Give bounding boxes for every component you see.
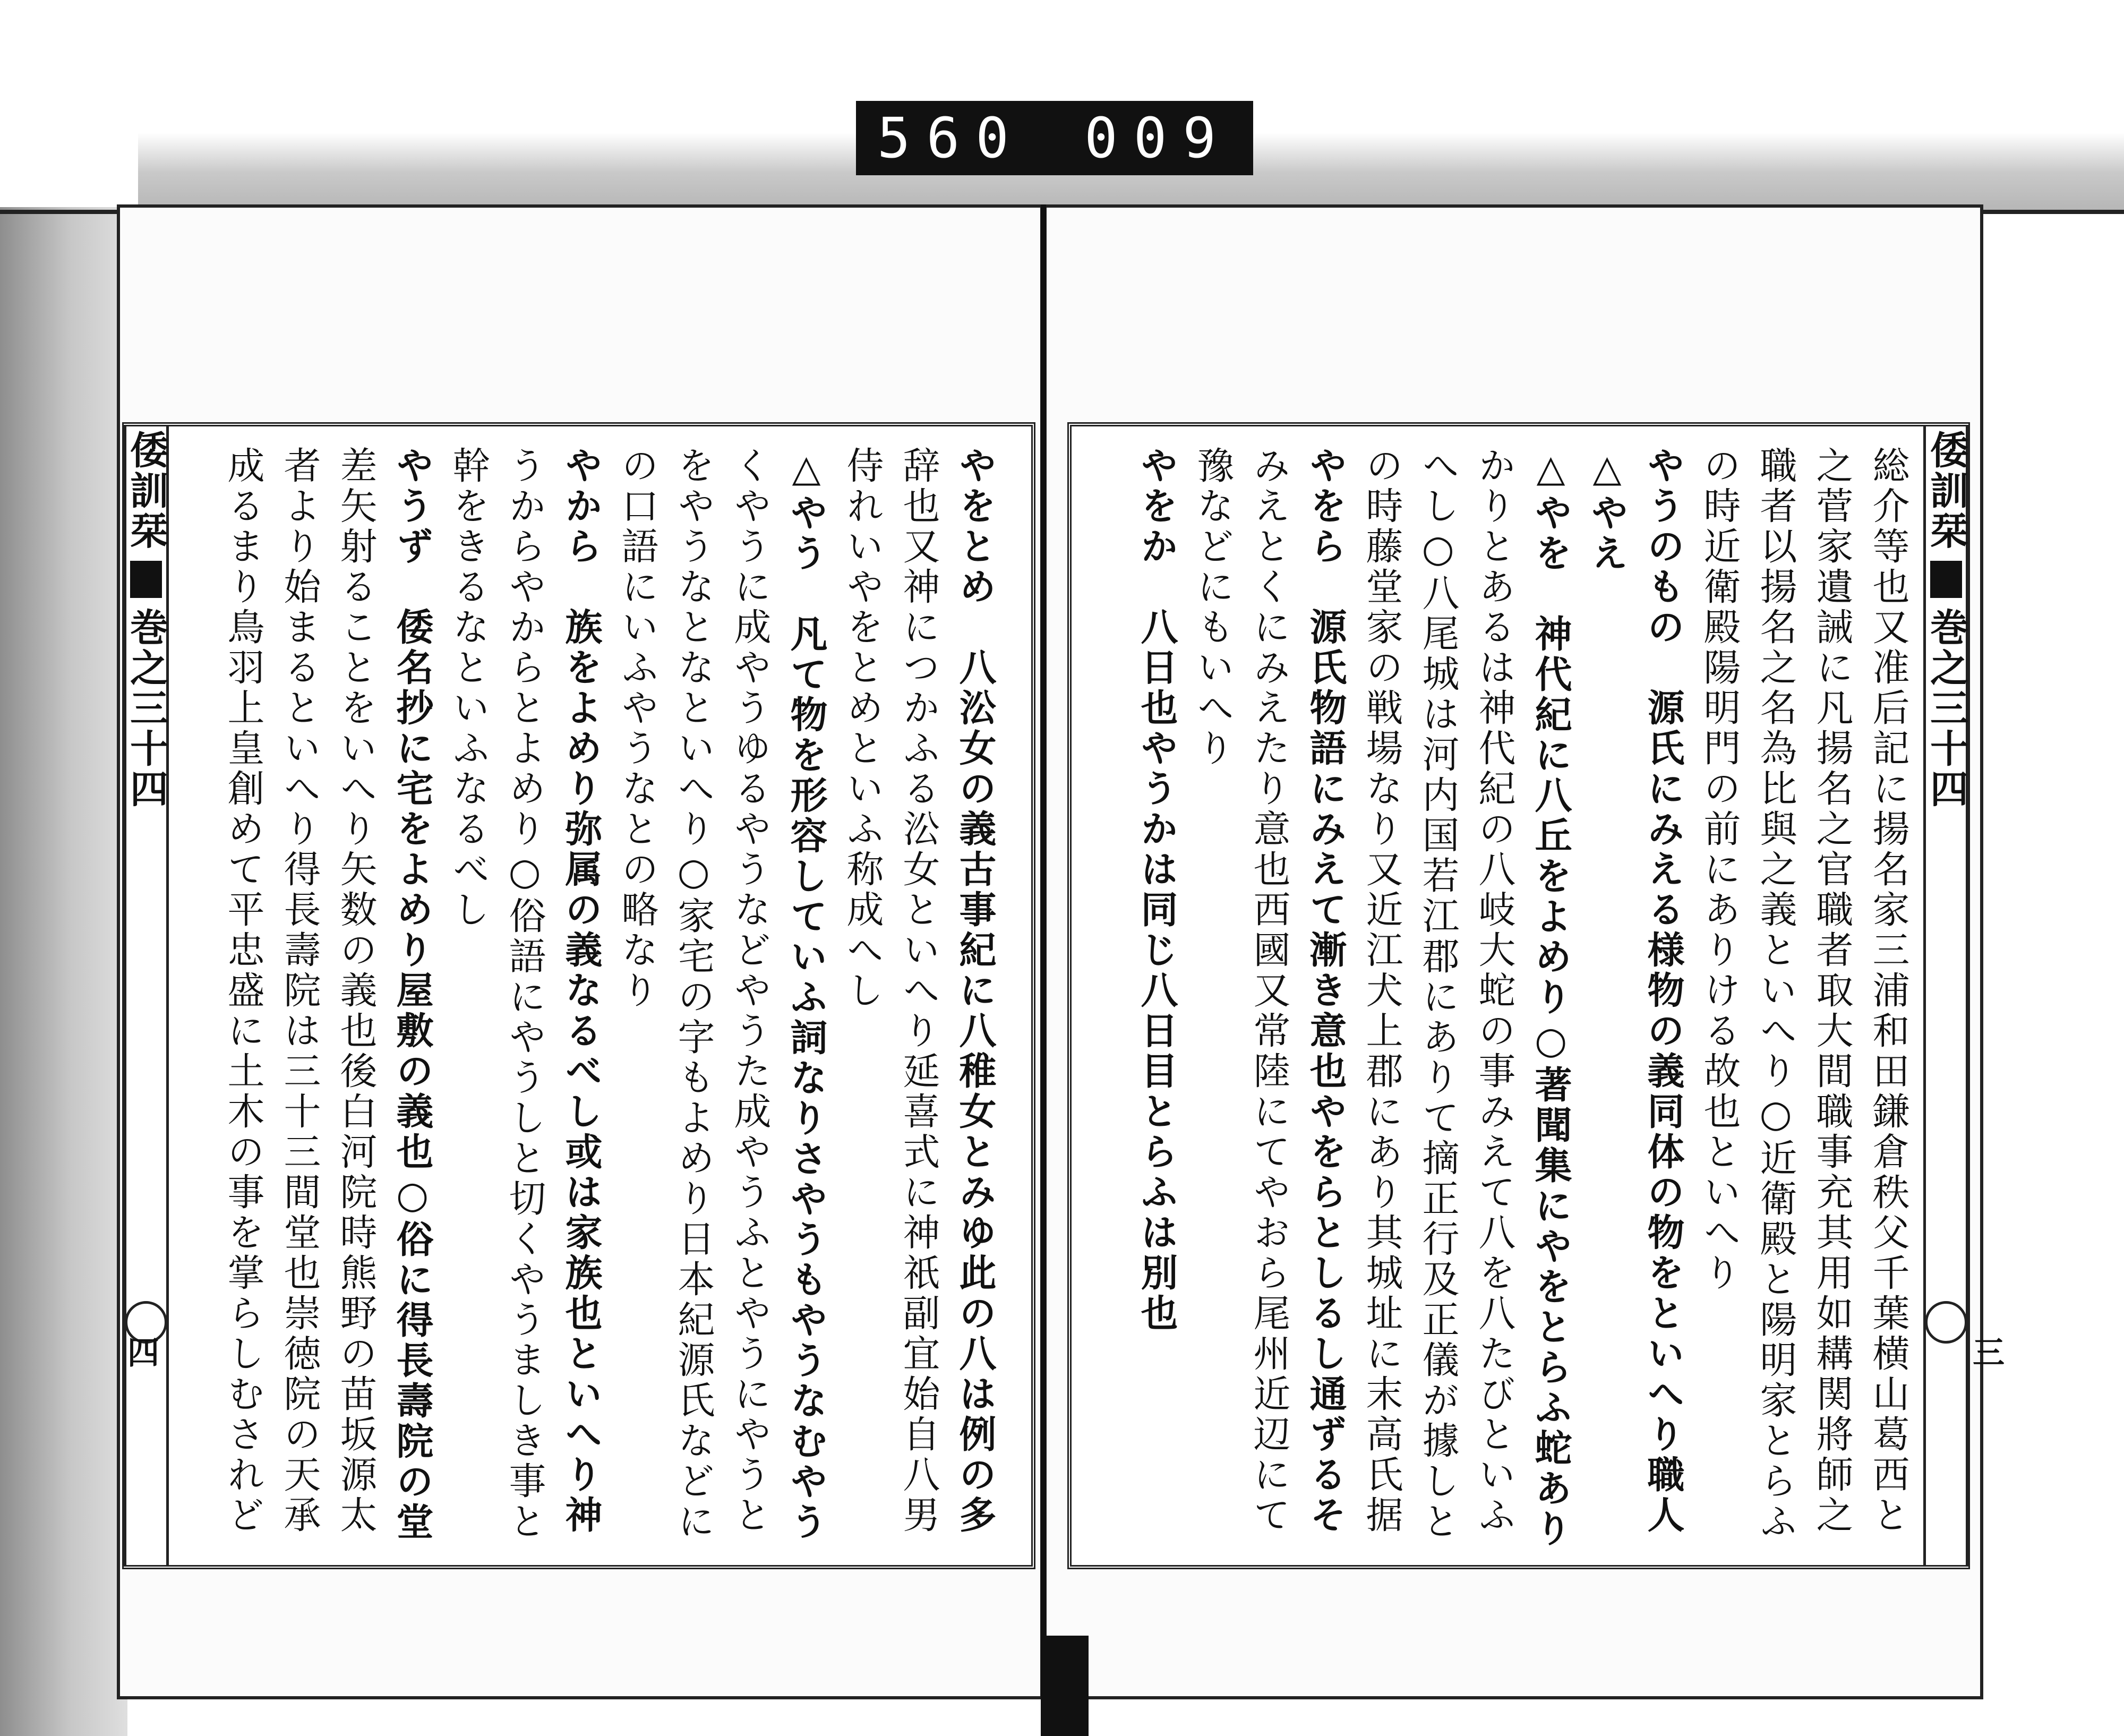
text-column: 幹をきるなといふなるべし: [447, 446, 490, 930]
text-column: の口語にいふやうなとの略なり: [615, 446, 659, 1011]
right-folio: 三: [1973, 1335, 2005, 1372]
left-spine-separator: [130, 561, 162, 598]
catalog-label: [856, 101, 1253, 175]
left-spine-title: 倭訓栞: [124, 430, 169, 551]
right-spine-separator: [1930, 561, 1962, 598]
book-gutter: [1041, 204, 1046, 1734]
text-column: 総介等也又准后記に揚名家三浦和田鎌倉秩父千葉横山葛西と: [1866, 446, 1910, 1536]
left-folio: 四: [127, 1335, 159, 1372]
right-spine-strip: [1923, 425, 1969, 1567]
text-column: の時近衛殿陽明門の前にありける故也といへり: [1698, 446, 1741, 1294]
text-column: △やを 神代紀に八丘をよめり○著聞集にやをとらふ蛇あり: [1529, 446, 1573, 1550]
text-column: 成るまり鳥羽上皇創めて平忠盛に土木の事を掌らしむされど: [221, 446, 265, 1536]
text-column: をやうなとなといへり○家宅の字もよめり日本紀源氏などに: [672, 446, 715, 1542]
text-column: やうのもの 源氏にみえる様物の義同体の物をといへり職人: [1641, 446, 1685, 1536]
text-column: 者より始まるといへり得長壽院は三十三間堂也崇徳院の天承: [278, 446, 321, 1536]
text-column: 職者以揚名之名為比與之義といへり○近衛殿と陽明家とらふ: [1754, 446, 1797, 1542]
text-column: くやうに成やうゆるやうなどやうた成やうふとやうにやうと: [728, 446, 772, 1536]
text-column: かりとあるは神代紀の八岐大蛇の事みえて八を八たびといふ: [1472, 446, 1516, 1536]
text-column: やをら 源氏物語にみえて漸き意也やをらとしるし通ずるそ: [1304, 446, 1348, 1536]
text-column: へし○八尾城は河内国若江郡にありて摘正行及正儀が據しと: [1416, 446, 1460, 1542]
right-spine-circle-mark: [1925, 1301, 1967, 1344]
text-column: やをとめ 八㳂女の義古事紀に八稚女とみゆ此の八は例の多: [953, 446, 997, 1536]
text-column: やから 族をよめり弥属の義なるべし或は家族也といへり神: [559, 446, 603, 1536]
text-column: やうず 倭名抄に宅をよめり屋敷の義也○俗に得長壽院の堂: [390, 446, 434, 1543]
text-column: 辞也又神につかふる㳂女といへり延喜式に神祇副宜始自八男: [897, 446, 940, 1536]
text-column: やをか 八日也やうかは同じ八日目とらふは別也: [1135, 446, 1179, 1334]
right-spine-volume: 巻之三十四: [1924, 608, 1969, 809]
text-column: △やう 凡て物を形容していふ詞なりさやうもやうなむやう: [784, 446, 828, 1543]
text-column: 之菅家遺誡に凡揚名之官職者取大間職事充其用如耩関將師之: [1810, 446, 1854, 1536]
text-column: 豫などにもいへり: [1191, 446, 1235, 769]
text-column: △やえ: [1585, 446, 1629, 574]
left-spine-volume: 巻之三十四: [124, 608, 169, 809]
scan-left-shadow: [0, 207, 127, 1736]
right-page-text: [1078, 446, 1917, 1551]
book-gutter-foot: [1041, 1636, 1089, 1736]
left-page-text: [175, 446, 1004, 1551]
catalog-number-left: 560: [877, 106, 1025, 170]
right-spine-title: 倭訓栞: [1924, 430, 1969, 551]
text-column: うからやからとよめり○俗語にやうしと切くやうましき事と: [503, 446, 546, 1542]
text-column: 侍れいやをとめといふ称成へし: [841, 446, 884, 1011]
catalog-number-right: 009: [1084, 106, 1232, 170]
text-column: 差矢射ることをいへり矢数の義也後白河院時熊野の苗坂源太: [334, 446, 378, 1536]
left-spine-strip: [123, 425, 169, 1567]
text-column: の時藤堂家の戦場なり又近江犬上郡にあり其城址に末高氏据: [1360, 446, 1403, 1536]
text-column: みえとくにみえたり意也西國又常陸にてやおら尾州近辺にて: [1247, 446, 1291, 1536]
